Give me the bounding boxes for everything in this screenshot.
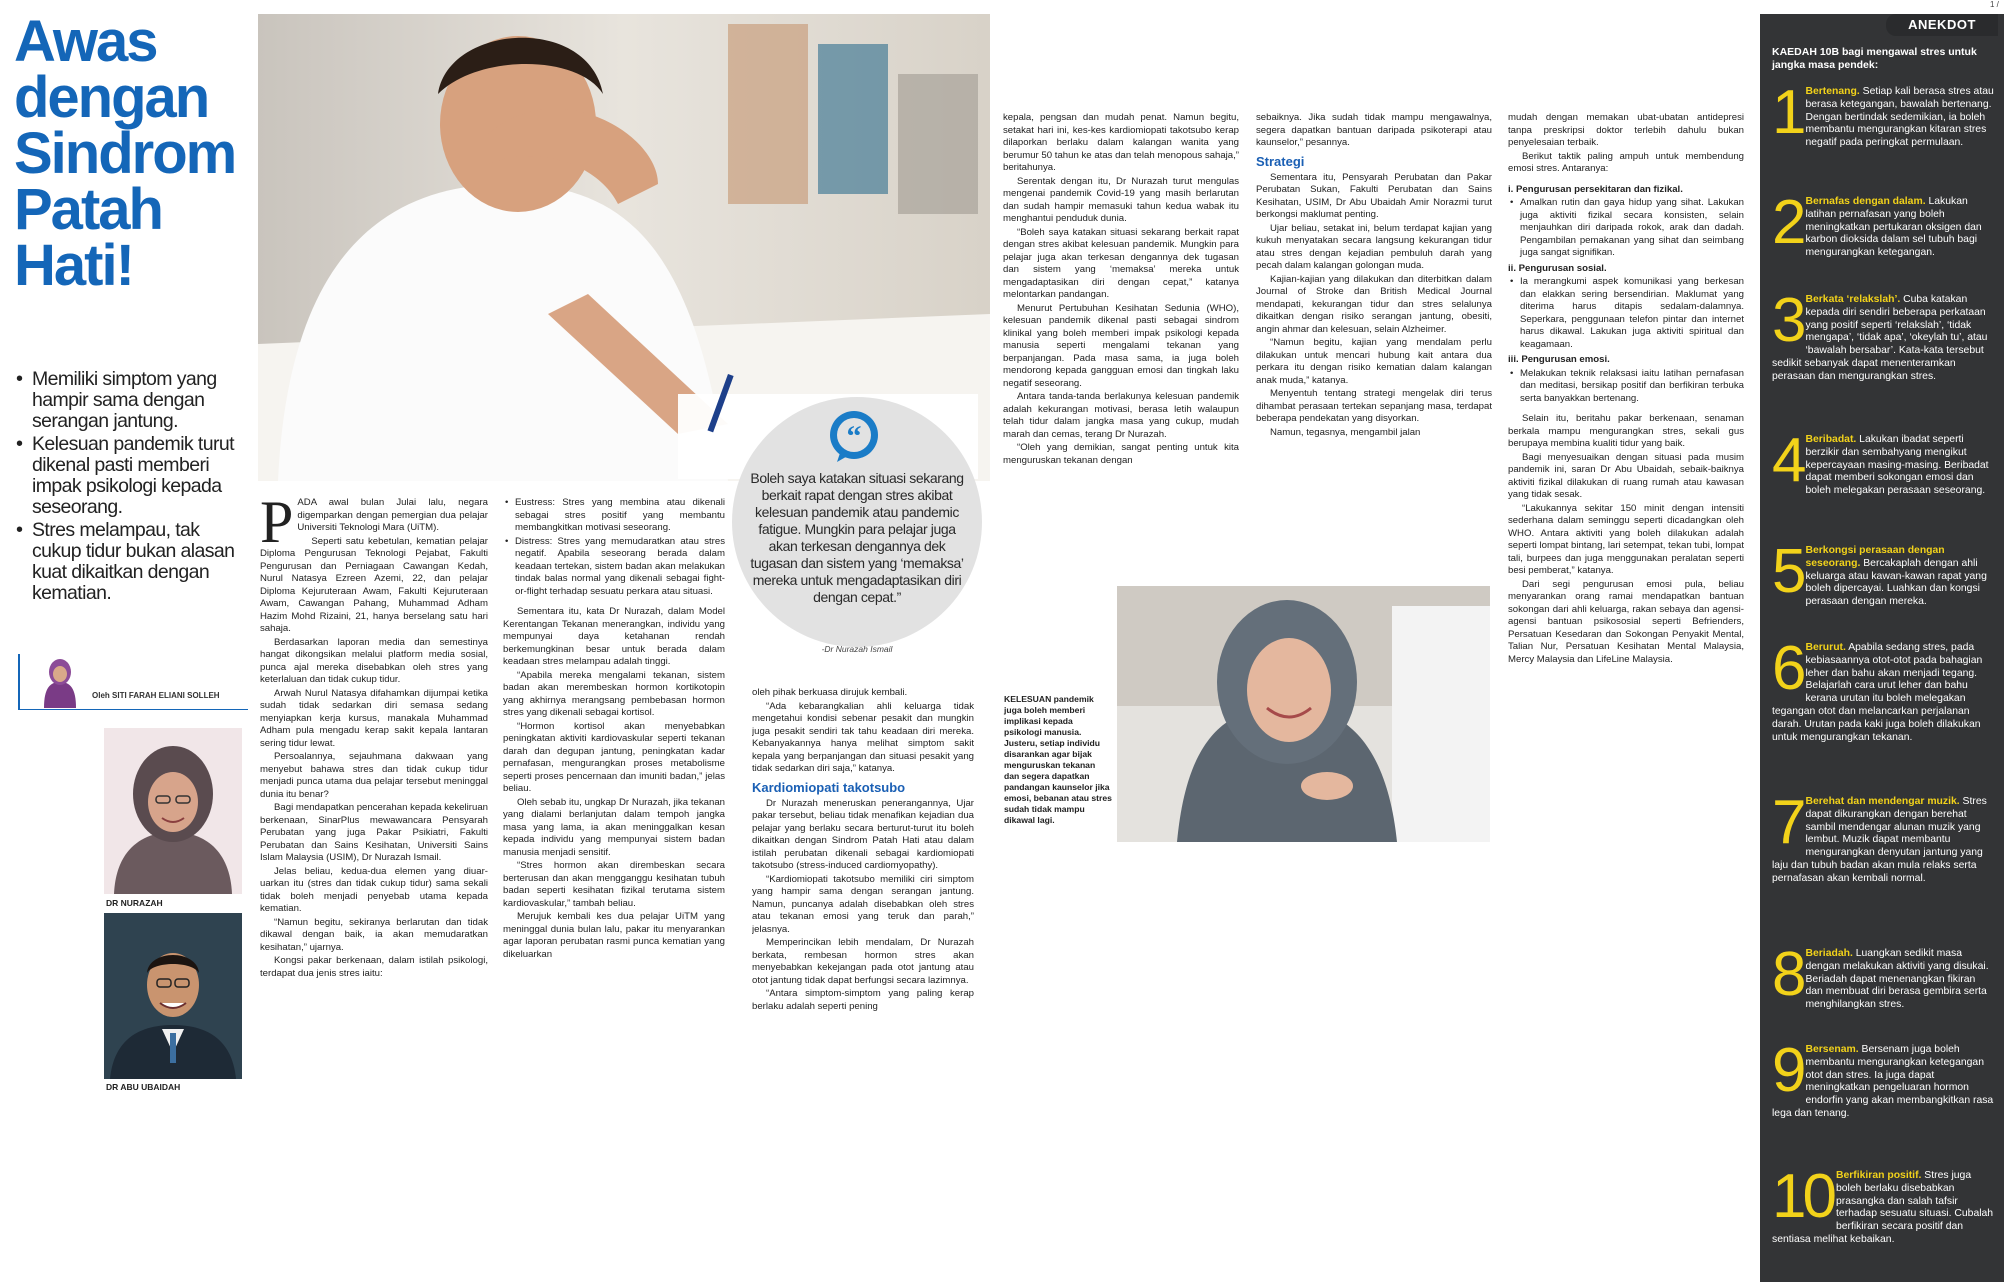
paragraph: “Antara simptom-simptom yang paling kerap berlaku adalah seperti pening	[752, 988, 974, 1012]
paragraph: “Namun begitu, sekiranya berlarutan dan tidak dikawal dengan baik, ia akan memudaratkan kesihatan,” ujarnya.	[260, 916, 488, 953]
paragraph: Ujar beliau, setakat ini, belum terdapat kajian yang kukuh menyatakan secara langsung kekurangan tidur atau stres dengan kejadian pembuluh darah yang pecah dalam kalangan golongan muda.	[1256, 222, 1492, 271]
tip-item: 1 Bertenang. Setiap kali berasa stres atau berasa ketegangan, bawalah bertenang. Dengan bertindak sedemikian, ia boleh membantu mengurangkan kitaran stres negatif pada peringkat permulaan.	[1772, 78, 1994, 149]
section-title: i. Pengurusan persekitaran dan fizikal.	[1508, 183, 1683, 195]
caption-dr-abu-ubaidah: DR ABU UBAIDAH	[106, 1082, 181, 1092]
section-item: • Ia merangkumi aspek komunikasi yang berkesan dan elakkan sering bersendirian. Maklumat yang diterima harus ditapis sedalam-dalamnya. Seperkara, penggunaan telefon pintar dan internet harus dikawal. Lakukan juga aktiviti spiritual dan keagamaan.	[1508, 276, 1744, 351]
highlight-item: • Memiliki simptom yang hampir sama dengan serangan jantung.	[16, 369, 252, 432]
paragraph: Persoalannya, sejauhmana dakwaan yang menyebut bahawa stres dan tidak cukup tidur menjadi punca utama dua pelajar tersebut meninggal dunia itu benar?	[260, 751, 488, 800]
author-avatar	[40, 652, 80, 708]
byline: Oleh SITI FARAH ELIANI SOLLEH	[92, 691, 220, 700]
paragraph: ADA awal bulan Julai lalu, negara digemparkan dengan pemergian dua pelajar Universiti Teknologi Mara (UiTM).	[297, 497, 488, 533]
paragraph: Oleh sebab itu, ungkap Dr Nurazah, jika tekanan yang dialami berlanjutan dalam tempoh jangka masa yang lama, ia akan meninggalkan kesan kepada individu yang mempunyai sistem badan manusia menjadi sensitif.	[503, 796, 725, 858]
paragraph: Kongsi pakar berkenaan, dalam istilah psikologi, terdapat dua jenis stres iaitu:	[260, 955, 488, 979]
tip-item: 4 Beribadat. Lakukan ibadat seperti berzikir dan sembahyang mengikut kepercayaan masing-masing. Beribadat dapat memberi sokongan emosi dan boleh melegakan perasaan seseorang.	[1772, 426, 1989, 497]
subheading: Kardiomiopati takotsubo	[752, 779, 906, 795]
highlight-item: • Stres melampau, tak cukup tidur bukan alasan kuat dikaitkan dengan kematian.	[16, 520, 252, 604]
article-column-2	[503, 497, 725, 1102]
stress-type-item: • Eustress: Stres yang membina atau dikenali sebagai stres positif yang membantu membangkitkan motivasi seseorang.	[503, 497, 725, 535]
article-column-3	[752, 687, 974, 1102]
section-title: iii. Pengurusan emosi.	[1508, 354, 1610, 365]
paragraph: Dari segi pengurusan emosi pula, beliau menyarankan orang ramai mendapatkan bantuan sokongan dari ahli keluarga, rakan sebaya dan agensi-agensi bantuan psikososial seperti Befrienders, Persatuan Kesedaran dan Sokongan Penyakit Mental, Talian Nur, Persatuan Kesihatan Mental Malaysia, Mercy Malaysia dan LifeLine Malaysia.	[1508, 578, 1744, 665]
paragraph: Sementara itu, kata Dr Nurazah, dalam Model Kerentangan Tekanan menerangkan, individu yang mempunyai daya ketahanan rendah berkemungkinan besar untuk berada dalam keadaan stres melampau adalah tinggi.	[503, 606, 725, 667]
dr-abu-ubaidah-photo	[104, 913, 242, 1079]
paragraph: Dr Nurazah meneruskan penerangannya, Ujar pakar tersebut, beliau tidak menafikan kejadian dua pelajar yang berlaku secara berturut-turut itu boleh dikaitkan dengan Sindrom Patah Hati atau dalam istilah perubatan dikenali sebagai kardiomiopati takotsubo (stress-induced cardiomyopathy).	[752, 797, 974, 871]
paragraph: Serentak dengan itu, Dr Nurazah turut mengulas mengenai pandemik Covid-19 yang masih berlarutan dan sudah hampir memasuki tahun kedua wabak itu menghantui penduduk dunia.	[1003, 175, 1239, 224]
tip-item: 10 Berfikiran positif. Stres juga boleh berlaku disebabkan prasangka dan salah tafsir terhadap sesuatu situasi. Cubalah berfikiran secara positif dan sentiasa melihat kebaikan.	[1772, 1162, 1994, 1245]
paragraph: Jelas beliau, kedua-dua elemen yang diuar-uarkan itu (stres dan tidak cukup tidur) sama sekali tidak boleh menjadi penyebab utama kepada kematian.	[260, 865, 488, 914]
paragraph: sebaiknya. Jika sudah tidak mampu mengawalnya, segera dapatkan bantuan daripada psikoterapi atau kaunselor,” pesannya.	[1256, 112, 1492, 148]
speech-bubble-icon	[825, 408, 883, 466]
paragraph: Seperti satu kebetulan, kematian pelajar Diploma Pengurusan Teknologi Pejabat, Fakulti Pengurusan dan Perniagaan Cawangan Kedah, Nurul Natasya Ezreen Azemi, 22, dan pelajar Diploma Kejuruteraan Awam, Fakulti Kejuruteraan Awam, Cawangan Pahang, Muhammad Adham Hazim Mohd Rizaini, 21, hanya berselang satu hari sahaja.	[260, 535, 488, 634]
paragraph: “Hormon kortisol akan menyebabkan peningkatan aktiviti kardiovaskular seperti tekanan darah dan degupan jantung, peningkatan kadar pernafasan, mengurangkan proses metabolisme seperti proses pencernaan dan imuniti badan,” jelas beliau.	[503, 720, 725, 794]
paragraph: Antara tanda-tanda berlakunya kelesuan pandemik adalah kekurangan motivasi, berasa letih walaupun telah tidur dalam jangka masa yang cukup, mudah marah dan cemas, terang Dr Nurazah.	[1003, 391, 1239, 440]
paragraph: Selain itu, beritahu pakar berkenaan, senaman berkala mampu mengurangkan stres, sekali gus berupaya membina kualiti tidur yang baik.	[1508, 413, 1744, 449]
paragraph: Namun, tegasnya, mengambil jalan	[1270, 426, 1421, 438]
stress-type-item: • Distress: Stres yang memudaratkan atau stres negatif. Apabila seseorang berada dalam keadaan tertekan, sistem badan akan melakukan tindak balas normal yang dikenali sebagai fight-or-flight terhadap sesuatu perkara atau situasi.	[503, 536, 725, 599]
paragraph: mudah dengan memakan ubat-ubatan antidepresi tanpa preskripsi doktor terlebih dahulu bukan penyelesaian terbaik.	[1508, 112, 1744, 148]
paragraph: “Boleh saya katakan situasi sekarang berkait rapat dengan stres akibat kelesuan pandemik. Mungkin para pelajar juga akan terkesan dengannya dek tugasan dan sistem yang ‘memaksa’ mereka untuk mengadaptasikan diri dengan cepat,” katanya melontarkan pandangan.	[1003, 226, 1239, 300]
anekdot-tab: ANEKDOT	[1886, 14, 1998, 36]
svg-text:“: “	[846, 420, 862, 453]
pull-quote-text: Boleh saya katakan situasi sekarang berkait rapat dengan stres akibat kelesuan pandemik atau pandemic fatigue. Mungkin para pelajar juga akan terkesan dengannya dek tugasan dan sistem yang ‘memaksa’ mereka untuk mengadaptasikan diri dengan cepat.”	[750, 470, 964, 605]
tip-item: 7 Berehat dan mendengar muzik. Stres dapat dikurangkan dengan berehat sambil mendengar alunan muzik yang lembut. Muzik dapat membantu mengurangkan denyutan jantung yang laju dan tubuh badan akan mula relaks serta pernafasan akan kembali normal.	[1772, 788, 1987, 884]
paragraph: kepala, pengsan dan mudah penat. Namun begitu, setakat hari ini, kes-kes kardiomiopati takotsubo kerap dilaporkan berlaku dalam kalangan wanita yang berumur 50 tahun ke atas dan telah menopous sahaja,” beritahunya.	[1003, 112, 1239, 173]
page-corner-mark: 1 /	[1990, 0, 1999, 9]
section-item: • Melakukan teknik relaksasi iaitu latihan pernafasan dan meditasi, bersikap positif dan berfikiran terbuka serta banyakkan bertenang.	[1508, 368, 1744, 406]
paragraph: Berikut taktik paling ampuh untuk membendung emosi stres. Antaranya:	[1508, 150, 1744, 174]
section-title: ii. Pengurusan sosial.	[1508, 262, 1607, 274]
paragraph: Bagi menyesuaikan dengan situasi pada musim pandemik ini, saran Dr Abu Ubaidah, sebaik-baiknya aktiviti fizikal dilakukan di ruang rumah atau kawasan yang tidak sesak.	[1508, 451, 1744, 500]
paragraph: Sementara itu, Pensyarah Perubatan dan Pakar Perubatan Sukan, Fakulti Perubatan dan Sains Kesihatan, USIM, Dr Abu Ubaidah Amir Norazmi turut berkongsi maklumat penting.	[1256, 171, 1492, 220]
paragraph: Menyentuh tentang strategi mengelak diri terus dihambat perasaan tertekan sepanjang masa, terdapat beberapa pendekatan yang disyorkan.	[1256, 388, 1492, 424]
article-column-5	[1256, 112, 1492, 572]
paragraph: “Apabila mereka mengalami tekanan, sistem badan akan merembeskan hormon kortikotopin yang akhirnya merangsang pembebasan hormon stres yang dikenali sebagai kortisol.	[503, 669, 725, 718]
article-column-6	[1508, 112, 1744, 852]
paragraph: “Ada kebarangkalian ahli keluarga tidak mengetahui kondisi sebenar pesakit dan mungkin juga pesakit sendiri tak tahu keadaan diri mereka. Kebanyakannya hanya melihat simptom sakit kepala yang berpanjangan dan situasi pesakit yang tidak sedarkan diri saja,” katanya.	[752, 700, 974, 774]
headline: Awas dengan Sindrom Patah Hati!	[14, 9, 236, 298]
dr-nurazah-photo	[104, 728, 242, 894]
highlights-list	[16, 369, 252, 606]
tip-item: 2 Bernafas dengan dalam. Lakukan latihan pernafasan yang boleh meningkatkan pertukaran oksigen dan karbon dioksida dalam sel tubuh bagi mengurangkan ketegangan.	[1772, 188, 1982, 259]
tip-item: 3 Berkata ‘relakslah’. Cuba katakan kepada diri sendiri beberapa perkataan yang positif seperti ‘relakslah’, ‘tidak mengapa’, ‘tidak apa’, ‘okeylah tu’, atau ‘bawalah bersabar’. Kata-kata tersebut sedikit sebanyak dapat menenteramkan perasaan dan mengurangkan stres.	[1772, 286, 1988, 382]
paragraph: “Namun begitu, kajian yang mendalam perlu dilakukan untuk mencari hubung kait antara dua perkara itu dengan risiko kematian dalam kalangan anak muda,” katanya.	[1256, 337, 1492, 386]
pull-quote-attribution: -Dr Nurazah Ismail	[821, 644, 893, 654]
paragraph: Kajian-kajian yang dilakukan dan diterbitkan dalam Journal of Stroke dan British Medical Journal mendapati, kekurangan tidur dan stres selalunya dikaitkan dengan risiko serangan jantung, obesiti, angin ahmar dan kelesuan, selain Alzheimer.	[1256, 273, 1492, 335]
tip-item: 5 Berkongsi perasaan dengan seseorang. Bercakaplah dengan ahli keluarga atau kawan-kawan rapat yang boleh dipercayai. Luahkan dan kongsi perasaan dengan mereka.	[1772, 537, 1987, 608]
paragraph: Bagi mendapatkan pencerahan kepada kekeliruan berkenaan, SinarPlus mewawancara Pensyarah Perubatan yang juga Pakar Psikiatri, Fakulti Perubatan dan Sains Kesihatan, Universiti Sains Islam Malaysia (USIM), Dr Nurazah Ismail.	[260, 802, 488, 863]
paragraph: “Oleh yang demikian, sangat penting untuk kita menguruskan tekanan dengan	[1003, 442, 1239, 466]
paragraph: Menurut Pertubuhan Kesihatan Sedunia (WHO), kelesuan pandemik dikenal pasti sebagai sindrom klinikal yang boleh memberi impak psikologi kepada manusia seperti mengalami tekanan yang berpanjangan. Pada masa sama, ia juga boleh mendorong kepada gangguan emosi dan tingkah laku negatif seseorang.	[1003, 302, 1239, 389]
article-column-1	[260, 497, 488, 1102]
woman-hijab-photo	[1117, 586, 1490, 842]
highlight-item: • Kelesuan pandemik turut dikenal pasti memberi impak psikologi kepada seseorang.	[16, 434, 252, 518]
paragraph: Berdasarkan laporan media dan semestinya hangat dikongsikan melalui platform media sosial, punca ajal mereka disebabkan oleh stres yang keterlaluan dan tidak cukup tidur.	[260, 636, 488, 685]
paragraph: Arwah Nurul Natasya difahamkan dijumpai ketika sudah tidak sedarkan diri semasa sedang menyiapkan kerja kursus, manakala Muhammad Adham pula mengadu kerap sakit kepala lantaran sering tidur lewat.	[260, 687, 488, 749]
paragraph: Memperincikan lebih mendalam, Dr Nurazah berkata, rembesan hormon stres akan menyebabkan kekejangan pada otot jantung atau otot jantung tidak dapat berfungsi secara lazimnya.	[752, 937, 974, 986]
tip-item: 6 Berurut. Apabila sedang stres, pada kebiasaannya otot-otot pada bahagian leher dan bahu akan menjadi tegang. Belajarlah cara urut leher dan bahu kerana urutan itu boleh melegakan tegangan otot dan melancarkan perjalanan darah. Urutan pada kaki juga boleh dilakukan untuk mengurangkan tekanan.	[1772, 634, 1983, 743]
paragraph: “Lakukannya sekitar 150 minit dengan intensiti sederhana dalam seminggu seperti dicadangkan oleh WHO. Antara aktiviti yang boleh dilakukan adalah seperti lompat bintang, lari setempat, tekan tubi, lompat tali, burpees dan juga menggunakan peralatan seperti besi pemberat,” katanya.	[1508, 502, 1744, 576]
tip-item: 8 Beriadah. Luangkan sedikit masa dengan melakukan aktiviti yang disukai. Beriadah dapat menenangkan fikiran dan membuat diri berasa gembira serta menghilangkan stres.	[1772, 940, 1989, 1011]
photo-caption: KELESUAN pandemik juga boleh memberi implikasi kepada psikologi manusia. Justeru, setiap individu disarankan agar bijak menguruskan tekanan dan segera dapatkan pandangan kaunselor jika emosi, bebanan atau stres sudah tidak mampu dikawal lagi.	[1004, 694, 1112, 825]
paragraph: Merujuk kembali kes dua pelajar UiTM yang meninggal dunia bulan lalu, pakar itu menyarankan agar laporan perubatan rasmi punca kematian yang dikeluarkan	[503, 911, 725, 960]
section-item: • Amalkan rutin dan gaya hidup yang sihat. Lakukan juga aktiviti fizikal secara konsisten, selain menjauhkan diri daripada rokok, arak dan dadah. Pengambilan pemakanan yang sihat dan seimbang juga sangat signifikan.	[1508, 197, 1744, 260]
paragraph: “Stres hormon akan dirembeskan secara berterusan dan akan mengganggu kesihatan tubuh badan seperti kesihatan fizikal terutama sistem kardiovaskular,” tambah beliau.	[503, 860, 725, 909]
dropcap: P	[260, 497, 294, 555]
paragraph: oleh pihak berkuasa dirujuk kembali.	[752, 687, 908, 698]
paragraph: “Kardiomiopati takotsubo memiliki ciri simptom yang hampir sama dengan serangan jantung. Namun, puncanya adalah disebabkan oleh stres atau tekanan emosi yang teruk dan parah,” jelasnya.	[752, 873, 974, 935]
caption-dr-nurazah: DR NURAZAH	[106, 898, 163, 908]
sidebar-intro: KAEDAH 10B bagi mengawal stres untuk jangka masa pendek:	[1772, 46, 1977, 71]
tip-item: 9 Bersenam. Bersenam juga boleh membantu mengurangkan ketegangan otot dan stres. Ia juga dapat meningkatkan pengeluaran hormon endorfin yang akan membangkitkan rasa lega dan tenang.	[1772, 1036, 1994, 1119]
subheading: Strategi	[1256, 153, 1305, 169]
article-column-4	[1003, 112, 1239, 572]
